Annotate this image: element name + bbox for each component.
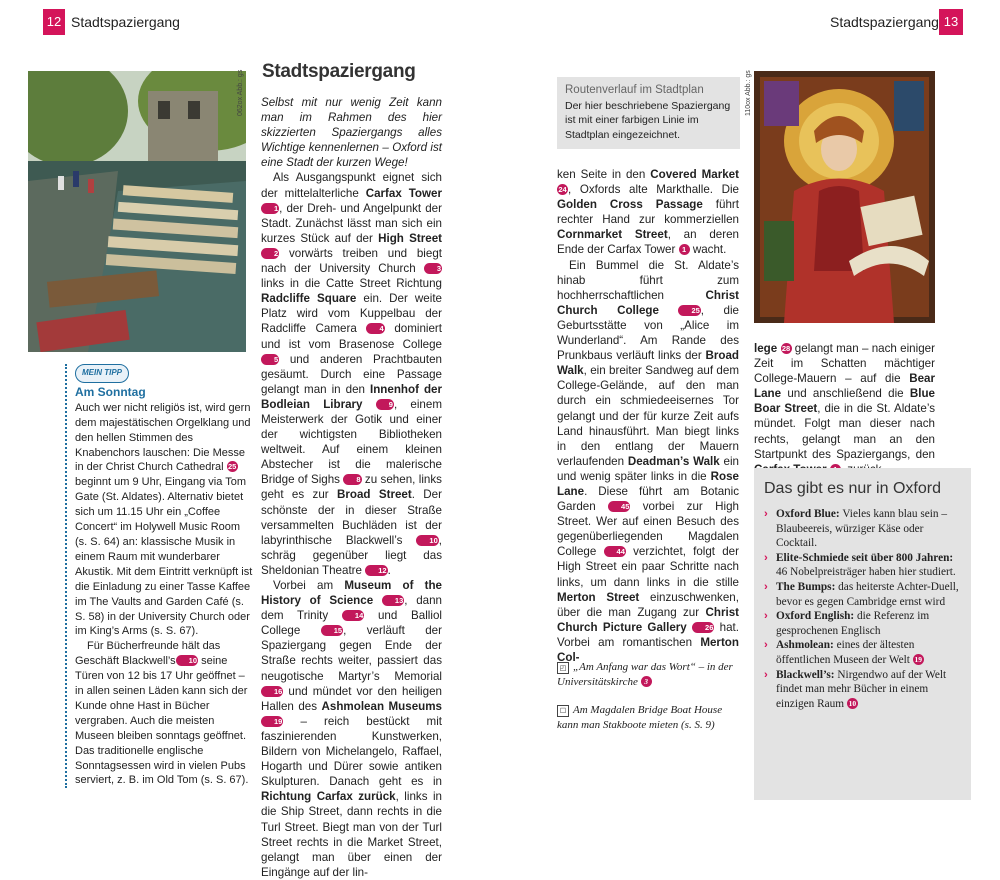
photo-ref-icon: ◰ [557, 662, 569, 674]
map-marker: 45 [608, 501, 630, 512]
map-marker: 3 [424, 263, 442, 274]
map-marker: 19 [914, 654, 922, 664]
map-marker: 26 [692, 622, 714, 633]
only-in-oxford-box [754, 468, 971, 800]
caption-boat-house: ☐ Am Magdalen Bridge Boat House kann man Stakboote mieten (s. S. 9) [557, 704, 723, 731]
chevron-right-icon: › [764, 580, 768, 593]
chevron-right-icon: › [764, 551, 768, 564]
list-item: › Elite-Schmiede seit über 800 Jahren: 46 Nobelpreisträger haben hier studiert. [764, 551, 956, 579]
only-in-oxford-title: Das gibt es nur in Oxford [764, 480, 941, 497]
tipp-paragraph-1: Auch wer nicht religiös ist, wird gern dem majestätischen Orgelklang und den hellen Stimmen des Knabenchors lauschen: Die Messe in der Christ Church Cathedral 25 beginnt um 9 Uhr, Eingang via Tom Gate (St. Aldates). Alternativ bietet sich um 11.15 Uhr ein „Coffee Concert“ im Holywell Music Room (s. S. 64) an: klassische Musik in einem Raum mit wunderbarer Akustik. Mit dem Eintritt verknüpft ist die Einladung zu einer Tasse Kaffee im The Vaults and Garden Café (s. S. 58) in der University Church oder im King’s Arms (s. S. 67). [75, 401, 253, 638]
left-photo-credit: 062ox Abb.: gs [237, 69, 244, 116]
only-in-oxford-list [764, 507, 961, 711]
right-photo-credit: 110ox Abb.: gs [745, 70, 752, 116]
right-page-number: 13 [939, 9, 963, 35]
chevron-right-icon: › [764, 668, 768, 681]
list-item: › The Bumps: das heiterste Achter-Duell, bevor es gegen Cambridge ernst wird [764, 580, 959, 608]
map-marker: 1 [261, 203, 279, 214]
article-paragraph: Vorbei am Museum of the History of Science 13, dann dem Trinity 14 und Balliol College 15, verläuft der Spaziergang gegen Ende der Straße rechts weiter, passiert das neugotische Martyr’s Memorial 16 und mündet vor den heiligen Hallen des Ashmolean Museums 19 – reich bestückt mit faszinierenden Kunstwerken, Bildern von Michelangelo, Raffael, Hogarth und Dürer sowie antiken Skulpturen. Danach geht es in Richtung Carfax zurück, links in die Ship Street, dann rechts in die Turl Street. Biegt man von der Turl Street rechts in die Market Street, gelangt man über einen der Eingänge auf der lin- [261, 579, 442, 879]
map-marker: 12 [365, 565, 387, 576]
route-text: Der hier beschriebene Spaziergang ist mit einer farbigen Linie im Stadtplan eingezeichnet. [565, 99, 731, 141]
article-column-1 [261, 95, 442, 880]
chevron-right-icon: › [764, 639, 768, 652]
stained-glass-photo [754, 71, 935, 323]
caption-university-church: ◰ „Am Anfang war das Wort“ – in der Universitätskirche 3 [557, 661, 733, 688]
map-marker: 8 [343, 474, 361, 485]
article-column-2 [557, 167, 739, 665]
article-paragraph: ken Seite in den Covered Market 24, Oxfords alte Markthalle. Die Golden Cross Passage führt rechter Hand zur kommerziellen Cornmarket Street, an deren Ende der Carfax Tower 1 wacht. [557, 168, 739, 257]
right-running-title: Stadtspaziergang [830, 14, 939, 30]
route-box [557, 77, 740, 149]
punts-photo [28, 71, 246, 352]
map-marker: 19 [261, 716, 283, 727]
left-page-number: 12 [43, 9, 65, 35]
article-paragraph: Als Ausgangspunkt eignet sich der mittelalterliche Carfax Tower 1, der Dreh- und Angelpunkt der Stadt. Zunächst lässt man sich ein kurzes Stück auf der High Street 2 vorwärts treiben und biegt nach der University Church 3 links in die Catte Street Richtung Radcliffe Square ein. Der weite Platz wird vom Kuppelbau der Radcliffe Camera 4 dominiert und ist vom Brasenose College 5 und anderen Prachtbauten gesäumt. Durch eine Passage gelangt man in den Innenhof der Bodleian Library 9, einem Meisterwerk der Gotik und einer der wichtigsten Bibliotheken weltweit. Auf einem kleinen Abstecher ist die malerische Bridge of Sighs 8 zu sehen, links geht es zur Broad Street. Der schönste der in dieser Straße versammelten Buchläden ist der labyrinthische Blackwell’s 10, schräg gegenüber liegt das Sheldonian Theatre 12. [261, 171, 442, 577]
map-marker: 10 [848, 698, 857, 708]
map-marker: 1 [679, 244, 690, 255]
article-intro: Selbst mit nur wenig Zeit kann man im Rahmen des hier skizzierten Spaziergangs alles Wichtige kennenlernen – Oxford ist eine Stadt der kurzen Wege! [261, 96, 442, 170]
article-paragraph: lege 28 gelangt man – nach einiger Zeit im Schatten mächtiger College-Mauern – auf die Bear Lane und anschließend die Blue Boar Street, die in die St. Aldate’s mündet. Folgt man dieser nach rechts, gelangt man an den Startpunkt des Spaziergangs, den [754, 341, 935, 477]
list-item: › Blackwell’s: Nirgendwo auf der Welt findet man mehr Bücher in einem einzigen Raum 10 [764, 668, 947, 710]
map-marker: 4 [366, 323, 384, 334]
map-marker: 25 [227, 462, 237, 472]
map-marker: 44 [604, 546, 626, 557]
map-marker: 5 [261, 354, 279, 365]
tipp-box [65, 364, 255, 788]
article-paragraph: Ein Bummel die St. Aldate’s hinab führt zum hochherrschaftlichen Christ Church College 25, die Geburtsstätte von „Alice im Wunderland“. Am Rande des Prunkbaus verläuft links der Broad Walk, ein breiter Sandweg auf dem College-Gelände, auf den man durch ein schmiedeeisernes Tor gelangt und der für kurze Zeit aufs Land hinausführt. Man biegt links in den entlang der Mauern verlaufenden Deadman’s Walk ein und wenig später links in die Rose Lane. Diese führt am Botanic Garden 45 vorbei zur High Street. Wer auf einen Besuch des gegenüberliegenden Magdalen College 44 verzichtet, folgt der High Street ein paar Schritte nach links, um dann links in die stille Merton Street einzuschwenken, über die man Zugang zur Christ Church Picture Gallery 26 hat. Vorbei am romantischen Merton Col- [557, 258, 739, 664]
map-marker: 28 [781, 344, 791, 353]
chevron-right-icon: › [764, 508, 768, 520]
list-item: › Ashmolean: eines der ältesten öffentlichen Museen der Welt 19 [764, 639, 922, 666]
article-heading: Stadtspaziergang [262, 61, 416, 82]
map-marker: 15 [321, 625, 343, 636]
map-marker: 25 [678, 305, 700, 316]
map-marker: 13 [382, 595, 404, 606]
list-item: › Oxford Blue: Vieles kann blau sein – Blaubeereis, würziger Käse oder Cocktail. [764, 508, 948, 550]
map-marker: 24 [558, 185, 567, 195]
map-marker: 3 [641, 676, 652, 687]
photo-ref-icon: ☐ [557, 705, 569, 717]
tipp-paragraph-2: Für Bücherfreunde hält das Geschäft Blackwell’s 10 seine Türen von 12 bis 17 Uhr geöffnet – in allen seinen Läden kann sich der Kunde ohne Hast in Bücher vergraben. Auch die meisten Museen bleiben sonntags geöffnet. Das traditionelle englische Sonntagsessen wird in vielen Pubs serviert, z. B. im Old Tom (s. S. 67). [75, 640, 249, 787]
mein-tipp-badge: MEIN TIPP [75, 364, 129, 383]
left-running-title: Stadtspaziergang [71, 14, 180, 30]
map-marker: 16 [261, 686, 283, 697]
map-marker: 14 [342, 610, 364, 621]
map-marker: 9 [376, 399, 394, 410]
tipp-heading: Am Sonntag [75, 384, 146, 399]
chevron-right-icon: › [764, 610, 768, 623]
map-marker: 10 [176, 655, 198, 666]
article-column-3 [754, 341, 935, 477]
route-title: Routenverlauf im Stadtplan [565, 84, 704, 96]
list-item: › Oxford English: die Referenz im gesprochenen Englisch [764, 610, 930, 637]
map-marker: 10 [416, 535, 438, 546]
map-marker: 2 [261, 248, 279, 259]
